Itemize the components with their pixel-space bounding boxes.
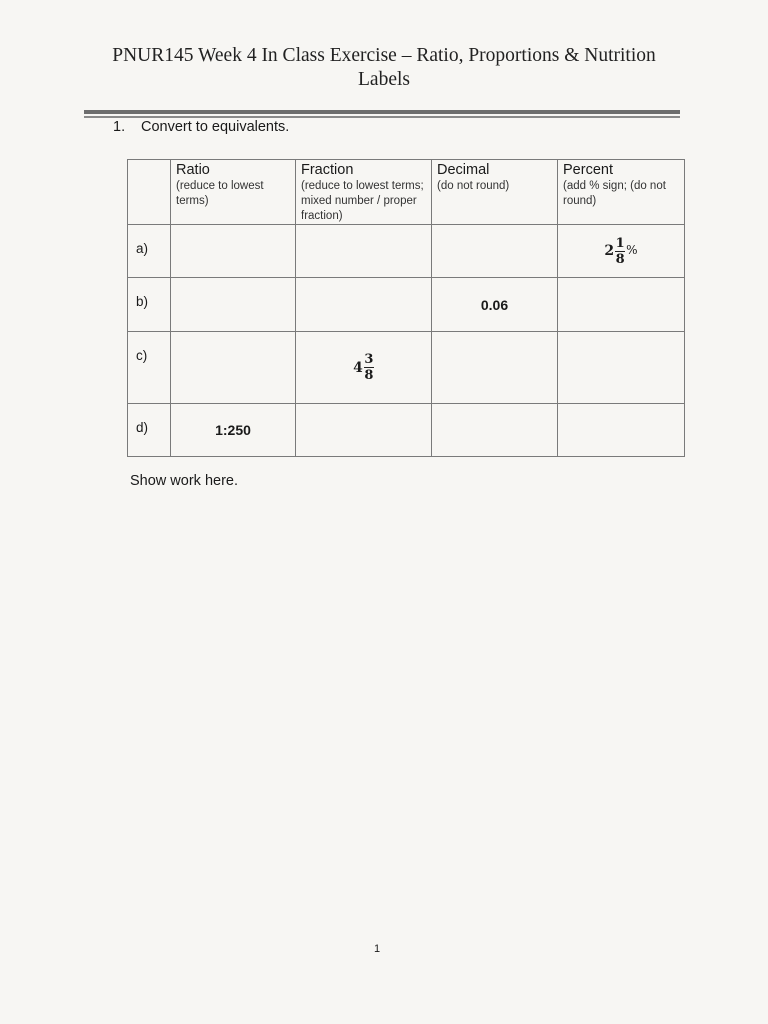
row-label: c) bbox=[128, 332, 171, 404]
cell-fraction-b[interactable] bbox=[296, 278, 432, 332]
header-percent-note: (add % sign; (do not round) bbox=[563, 180, 666, 207]
table-row-b bbox=[128, 278, 685, 332]
header-percent-title: Percent bbox=[563, 162, 613, 178]
cell-ratio-a[interactable] bbox=[171, 225, 296, 278]
cell-decimal-c[interactable] bbox=[432, 332, 558, 404]
cell-decimal-b: 0.06 bbox=[432, 278, 558, 332]
cell-ratio-c[interactable] bbox=[171, 332, 296, 404]
header-ratio bbox=[171, 160, 296, 225]
fraction-denominator: 8 bbox=[615, 251, 625, 267]
cell-fraction-c bbox=[296, 332, 432, 404]
cell-percent-b[interactable] bbox=[558, 278, 685, 332]
cell-percent-d[interactable] bbox=[558, 404, 685, 457]
page-number: 1 bbox=[374, 943, 381, 955]
row-label: b) bbox=[128, 278, 171, 332]
document-title bbox=[60, 44, 708, 92]
cell-percent-c[interactable] bbox=[558, 332, 685, 404]
cell-fraction-a[interactable] bbox=[296, 225, 432, 278]
percent-mixed-number bbox=[604, 237, 637, 266]
header-fraction-title: Fraction bbox=[301, 162, 354, 178]
equivalents-table bbox=[127, 159, 685, 457]
table-row-a bbox=[128, 225, 685, 278]
header-fraction bbox=[296, 160, 432, 225]
fraction-stack bbox=[615, 237, 625, 266]
fraction-numerator: 3 bbox=[364, 352, 374, 367]
header-ratio-note: (reduce to lowest terms) bbox=[176, 180, 264, 207]
mixed-whole: 4 bbox=[353, 359, 363, 376]
question-number: 1. bbox=[113, 119, 126, 135]
mixed-whole: 2 bbox=[604, 243, 615, 259]
row-label: d) bbox=[128, 404, 171, 457]
header-percent bbox=[558, 160, 685, 225]
percent-sign: % bbox=[626, 243, 638, 257]
cell-percent-a bbox=[558, 225, 685, 278]
header-fraction-note: (reduce to lowest terms; mixed number / proper fraction) bbox=[301, 180, 424, 222]
row-label: a) bbox=[128, 225, 171, 278]
title-line-1: PNUR145 Week 4 In Class Exercise – Ratio, Proportions & Nutrition bbox=[112, 45, 656, 66]
table-row-d bbox=[128, 404, 685, 457]
show-work-label: Show work here. bbox=[130, 473, 238, 489]
header-empty-cell bbox=[128, 160, 171, 225]
cell-ratio-d: 1:250 bbox=[171, 404, 296, 457]
title-line-2: Labels bbox=[358, 69, 410, 90]
question-text: Convert to equivalents. bbox=[141, 119, 290, 135]
question-1 bbox=[113, 119, 289, 135]
cell-decimal-a[interactable] bbox=[432, 225, 558, 278]
header-decimal-title: Decimal bbox=[437, 162, 490, 178]
cell-ratio-b[interactable] bbox=[171, 278, 296, 332]
title-divider bbox=[84, 110, 680, 114]
cell-decimal-d[interactable] bbox=[432, 404, 558, 457]
table-row-c bbox=[128, 332, 685, 404]
fraction-mixed-number bbox=[353, 353, 374, 382]
header-decimal-note: (do not round) bbox=[437, 180, 510, 192]
fraction-numerator: 1 bbox=[615, 235, 625, 251]
table-header-row bbox=[128, 160, 685, 225]
cell-fraction-d[interactable] bbox=[296, 404, 432, 457]
header-decimal bbox=[432, 160, 558, 225]
title-divider-secondary bbox=[84, 116, 680, 118]
fraction-stack bbox=[364, 353, 374, 382]
header-ratio-title: Ratio bbox=[176, 162, 210, 178]
fraction-denominator: 8 bbox=[364, 368, 374, 383]
